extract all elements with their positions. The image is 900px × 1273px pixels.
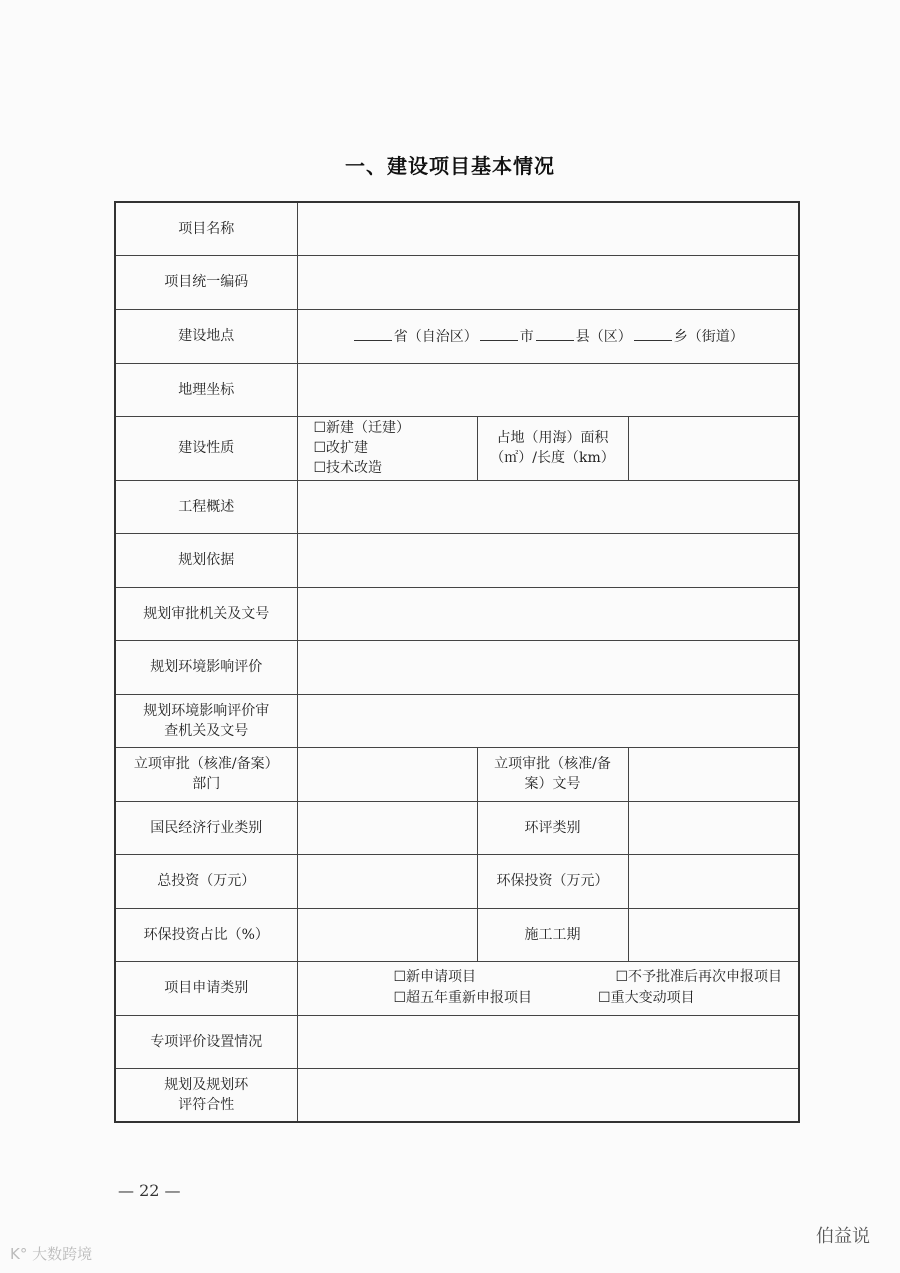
field-planning-authority[interactable] bbox=[297, 587, 799, 640]
blank-city[interactable] bbox=[480, 326, 518, 341]
checkbox-tech[interactable]: ☐技术改造 bbox=[313, 460, 383, 476]
label-special-eval: 专项评价设置情况 bbox=[115, 1015, 297, 1068]
page-number: — 22 — bbox=[118, 1181, 181, 1200]
field-total-investment[interactable] bbox=[297, 854, 477, 908]
field-approval-no[interactable] bbox=[628, 747, 799, 801]
label-planning-eia-review: 规划环境影响评价审查机关及文号 bbox=[115, 694, 297, 747]
label-project-name: 项目名称 bbox=[115, 202, 297, 255]
label-env-ratio: 环保投资占比（%） bbox=[115, 908, 297, 961]
field-industry[interactable] bbox=[297, 801, 477, 854]
label-overview: 工程概述 bbox=[115, 480, 297, 533]
location-town-unit: 乡（街道） bbox=[673, 328, 744, 345]
field-planning-basis[interactable] bbox=[297, 533, 799, 587]
field-construction-period[interactable] bbox=[628, 908, 799, 961]
field-coordinates[interactable] bbox=[297, 363, 799, 416]
page-title: 一、建设项目基本情况 bbox=[345, 154, 555, 178]
field-location[interactable] bbox=[297, 309, 799, 363]
label-env-investment: 环保投资（万元） bbox=[477, 854, 628, 908]
checkbox-new-application[interactable]: ☐新申请项目 bbox=[393, 969, 477, 985]
label-construction-period: 施工工期 bbox=[477, 908, 628, 961]
checkbox-expand[interactable]: ☐改扩建 bbox=[313, 440, 369, 456]
label-planning-compliance: 规划及规划环评符合性 bbox=[115, 1068, 297, 1122]
label-coordinates: 地理坐标 bbox=[115, 363, 297, 416]
application-options bbox=[297, 961, 799, 1015]
label-industry: 国民经济行业类别 bbox=[115, 801, 297, 854]
location-province-unit: 省（自治区） bbox=[393, 328, 478, 345]
field-env-ratio[interactable] bbox=[297, 908, 477, 961]
field-planning-compliance[interactable] bbox=[297, 1068, 799, 1122]
blank-province[interactable] bbox=[354, 326, 392, 341]
field-eia-category[interactable] bbox=[628, 801, 799, 854]
field-area[interactable] bbox=[628, 416, 799, 480]
location-city-unit: 市 bbox=[519, 328, 534, 345]
label-area: 占地（用海）面积（㎡）/长度（km） bbox=[477, 416, 628, 480]
checkbox-new[interactable]: ☐新建（迁建） bbox=[313, 420, 411, 436]
checkbox-major-change[interactable]: ☐重大变动项目 bbox=[598, 990, 695, 1006]
checkbox-reapply-after-reject[interactable]: ☐不予批准后再次申报项目 bbox=[615, 969, 783, 985]
field-approval-dept[interactable] bbox=[297, 747, 477, 801]
blank-county[interactable] bbox=[536, 326, 574, 341]
field-project-name[interactable] bbox=[297, 202, 799, 255]
label-eia-category: 环评类别 bbox=[477, 801, 628, 854]
label-approval-dept: 立项审批（核准/备案）部门 bbox=[115, 747, 297, 801]
watermark-left: K° 大数跨境 bbox=[10, 1245, 93, 1263]
label-location: 建设地点 bbox=[115, 309, 297, 363]
label-planning-authority: 规划审批机关及文号 bbox=[115, 587, 297, 640]
nature-options bbox=[297, 416, 477, 480]
field-planning-eia[interactable] bbox=[297, 640, 799, 694]
label-application-type: 项目申请类别 bbox=[115, 961, 297, 1015]
field-project-code[interactable] bbox=[297, 255, 799, 309]
field-env-investment[interactable] bbox=[628, 854, 799, 908]
blank-town[interactable] bbox=[634, 326, 672, 341]
field-planning-eia-review[interactable] bbox=[297, 694, 799, 747]
field-overview[interactable] bbox=[297, 480, 799, 533]
label-total-investment: 总投资（万元） bbox=[115, 854, 297, 908]
label-project-code: 项目统一编码 bbox=[115, 255, 297, 309]
checkbox-reapply-five-years[interactable]: ☐超五年重新申报项目 bbox=[393, 990, 533, 1006]
label-approval-no: 立项审批（核准/备案）文号 bbox=[477, 747, 628, 801]
label-planning-basis: 规划依据 bbox=[115, 533, 297, 587]
location-county-unit: 县（区） bbox=[575, 328, 632, 345]
project-info-table bbox=[114, 201, 800, 1123]
field-special-eval[interactable] bbox=[297, 1015, 799, 1068]
label-nature: 建设性质 bbox=[115, 416, 297, 480]
label-planning-eia: 规划环境影响评价 bbox=[115, 640, 297, 694]
watermark-right: 伯益说 bbox=[816, 1226, 870, 1247]
